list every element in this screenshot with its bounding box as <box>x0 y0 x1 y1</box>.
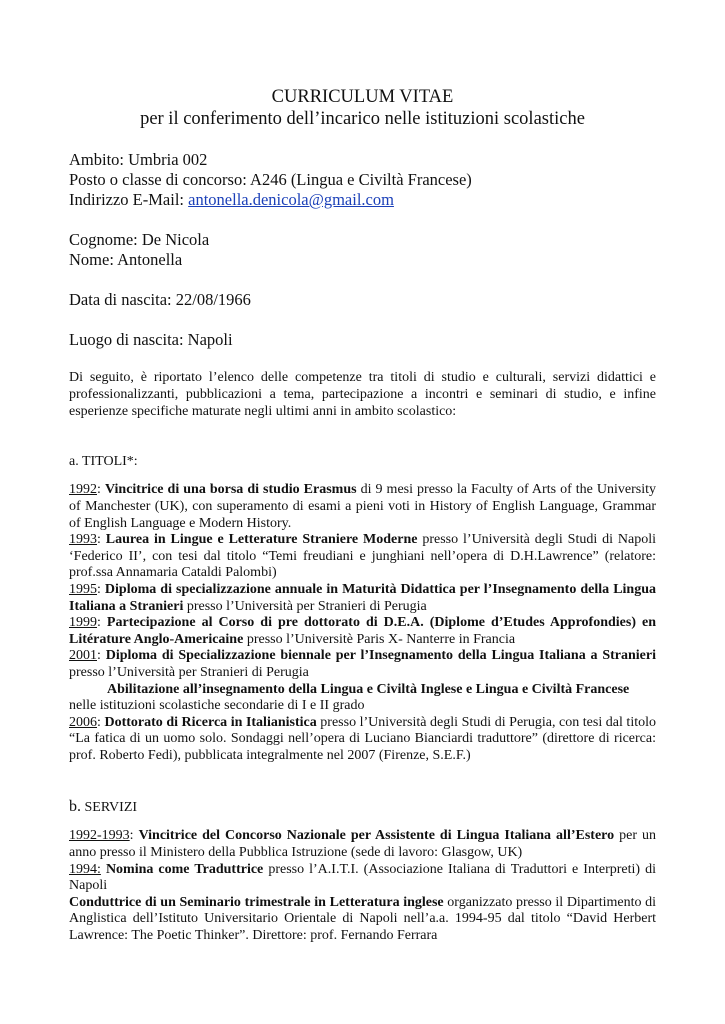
servizio-entry: Conduttrice di un Seminario trimestrale in Letteratura inglese organizzato presso il Dipartimento di Anglistica dell’Istituto Universitario Orientale di Napoli nell’a.a. 1994-95 dal titolo “David Herbert Lawrence: The Poetic Thinker”. Direttore: prof. Fernando Ferrara <box>69 894 656 944</box>
entry-bold: Dottorato di Ricerca in Italianistica <box>104 714 317 730</box>
titolo-entry: 1999: Partecipazione al Corso di pre dottorato di D.E.A. (Diplome d’Etudes Approfondies) en Litérature Anglo-Americaine presso l’Universitè Paris X- Nanterre in Francia <box>69 615 657 647</box>
titolo-entry: 1992: Vincitrice di una borsa di studio Erasmus di 9 mesi presso la Faculty of Arts of the University of Manchester (UK), con superamento di esami a pieni voti in History of English Language, Grammar of English Language e Modern History. <box>69 482 657 531</box>
entry-bold: Laurea in Lingue e Letterature Straniere Moderne <box>105 532 418 548</box>
titolo-entry: 1993: Laurea in Lingue e Letterature Straniere Moderne presso l’Università degli Studi di Napoli ‘Federico II’, con tesi dal titolo “Temi freudiani e junghiani nell’opera di D.H.Lawrence” (relatore: prof.ssa Annamaria Cataldi Palombi) <box>69 532 657 581</box>
section-servizi-heading: b. SERVIZI <box>69 798 138 816</box>
entry-bold: Diploma di specializzazione annuale in Maturità Didattica per l’Insegnamento della Lingua Italiana a Stranieri <box>69 581 656 614</box>
nome: Nome: Antonella <box>69 250 183 269</box>
entry-bold: Abilitazione all’insegnamento della Lingua e Civiltà Inglese e Lingua e Civiltà Francese <box>107 681 630 697</box>
entry-year: 1994: <box>69 861 101 877</box>
entry-year: 1993 <box>69 532 97 548</box>
titolo-entry-continuation: nelle istituzioni scolastiche secondarie di I e II grado <box>69 698 365 714</box>
servizio-entry: 1994: Nomina come Traduttrice presso l’A.I.T.I. (Associazione Italiana di Traduttori e Interpreti) di Napoli <box>69 861 656 894</box>
entry-year: 2001 <box>69 648 97 664</box>
data-nascita: Data di nascita: 22/08/1966 <box>69 290 251 309</box>
entry-bold: Vincitrice di una borsa di studio Erasmus <box>104 482 357 498</box>
email-line <box>69 190 656 210</box>
posto-classe: Posto o classe di concorso: A246 (Lingua e Civiltà Francese) <box>69 170 472 189</box>
cv-title: CURRICULUM VITAE <box>271 87 454 107</box>
entry-bold: Diploma di Specializzazione biennale per l’Insegnamento della Lingua Italiana a Stranieri <box>105 648 656 664</box>
cv-subtitle: per il conferimento dell’incarico nelle istituzioni scolastiche <box>140 109 585 129</box>
entry-bold: Conduttrice di un Seminario trimestrale in Letteratura inglese <box>69 894 444 910</box>
entry-bold: Vincitrice del Concorso Nazionale per Assistente di Lingua Italiana all’Estero <box>138 828 615 844</box>
titolo-entry <box>69 682 656 699</box>
entry-year: 2006 <box>69 714 97 730</box>
entry-bold: Nomina come Traduttrice <box>105 861 264 877</box>
entry-year: 1992 <box>69 482 97 498</box>
entry-bold: Partecipazione al Corso di pre dottorato di D.E.A. (Diplome d’Etudes Approfondies) en Litérature Anglo-Americaine <box>69 615 657 647</box>
cv-page <box>69 86 656 945</box>
titolo-entry: 1995: Diploma di specializzazione annuale in Maturità Didattica per l’Insegnamento della Lingua Italiana a Stranieri presso l’Università per Stranieri di Perugia <box>69 581 656 614</box>
luogo-nascita: Luogo di nascita: Napoli <box>69 330 233 349</box>
section-servizi <box>69 828 656 944</box>
entry-year: 1999 <box>69 615 97 631</box>
intro-paragraph: Di seguito, è riportato l’elenco delle competenze tra titoli di studio e culturali, servizi didattici e professionalizzanti, pubblicazioni a tema, partecipazione a incontri e seminari di studio, e infine esperienze specifiche maturate negli ultimi anni in ambito scolastico: <box>69 370 656 419</box>
ambito: Ambito: Umbria 002 <box>69 150 208 169</box>
section-titoli <box>69 482 656 764</box>
email-label: Indirizzo E-Mail: <box>69 190 189 209</box>
section-titoli-heading: a. TITOLI*: <box>69 454 138 470</box>
titolo-entry: 2006: Dottorato di Ricerca in Italianistica presso l’Università degli Studi di Perugia, con tesi dal titolo “La fatica di un uomo solo. Sondaggi nell’opera di Luciano Bianciardi traduttore” (direttore di ricerca: prof. Roberto Fedi), pubblicata integralmente nel 2007 (Firenze, S.E.F.) <box>69 714 656 763</box>
cognome: Cognome: De Nicola <box>69 230 210 249</box>
email-link[interactable]: antonella.denicola@gmail.com <box>188 190 394 209</box>
entry-year: 1992-1993 <box>69 828 130 844</box>
entry-year: 1995 <box>69 581 97 597</box>
servizio-entry: 1992-1993: Vincitrice del Concorso Nazionale per Assistente di Lingua Italiana all’Estero per un anno presso il Ministero della Pubblica Istruzione (sede di lavoro: Glasgow, UK) <box>69 828 656 861</box>
titolo-entry: 2001: Diploma di Specializzazione biennale per l’Insegnamento della Lingua Italiana a Stranieri presso l’Università per Stranieri di Perugia <box>69 648 656 680</box>
